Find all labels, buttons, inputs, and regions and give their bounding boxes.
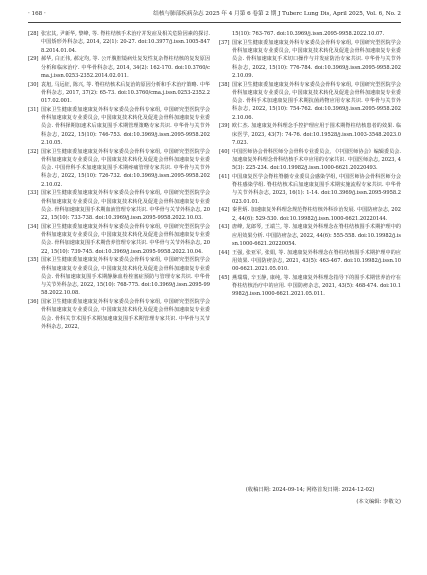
reference-entry bbox=[219, 122, 401, 147]
reference-number: [44] bbox=[219, 249, 230, 256]
header-rule bbox=[28, 22, 401, 23]
reference-number: [42] bbox=[219, 207, 230, 214]
reference-entry bbox=[219, 274, 401, 299]
reference-entry bbox=[28, 30, 210, 55]
reference-entry bbox=[219, 206, 401, 223]
reference-text: 中国医师协会骨科医师分会骨科专业委员会, 《中国医师协会》编辑委员会. 加速康复外科理念骨科结核手术中应用的专家共识. 中国医师杂志, 2023, 45(3): 225-234. doi:10.19982/j.issn.1000-6621.20220493. bbox=[232, 148, 401, 171]
reference-number: [29] bbox=[28, 56, 39, 63]
reference-text: 张宏其, 尹新华, 黎峰, 等. 脊柱结核手术治疗并发症及相关危险因素的探讨. 中国矫形外科杂志, 2014, 22(1): 20-27. doi:10.3977/j.issn.1005-8478.2014.01.04. bbox=[41, 31, 210, 54]
reference-text: 燕瑞瑞, 辛玉静, 康纯, 等. 加速康复外科理念指导下的围手术期营养治疗在脊柱结核治疗中的应用. 中国防痨杂志, 2021, 43(5): 468-474. doi:10.19982/j.issn.1000-6621.2021.05.011. bbox=[232, 274, 401, 298]
reference-number: [41] bbox=[219, 173, 230, 180]
reference-text: 唐峰, 龙郎琴, 王端兰, 等. 加速康复外科理念在脊柱结核围手术期护理中的应用效果分析. 中国防痨杂志, 2022, 44(6): 555-558. doi:10.19982/j.issn.1000-6621.20220054. bbox=[232, 224, 401, 247]
reference-number: [34] bbox=[28, 223, 39, 230]
reference-entry bbox=[219, 173, 401, 206]
reference-text: 中国康复医学会脊柱脊髓专业委员会感染学组, 中国医师协会骨科医师分会脊柱感染学组. 脊柱结核术后加速康复围手术期实施流程专家共识. 中华骨与关节外科杂志, 2023, 16(1): 1-14. doi:10.3969/j.issn.2095-9958.2023.01.01. bbox=[232, 173, 401, 205]
journal-citation: 结核与肺部疾病杂志 2025 年 4 月第 6 卷第 2 期 J Tuberc Lung Dis, April 2025, Vol. 6, No. 2 bbox=[153, 11, 401, 17]
reference-number: [45] bbox=[219, 274, 230, 281]
reference-entry bbox=[219, 39, 401, 80]
reference-number: [35] bbox=[28, 257, 39, 264]
reference-entry bbox=[219, 249, 401, 274]
reference-number: [33] bbox=[28, 190, 39, 197]
reference-entry bbox=[219, 30, 401, 38]
reference-number: [39] bbox=[219, 123, 230, 130]
reference-entry bbox=[28, 81, 210, 106]
reference-text: 15(10): 763-767. doi:10.3969/j.issn.2095-9958.2022.10.07. bbox=[232, 31, 385, 37]
reference-number: [43] bbox=[219, 224, 230, 231]
reference-number: [37] bbox=[219, 39, 230, 46]
reference-entry bbox=[28, 189, 210, 222]
page-number: · 168 · bbox=[28, 11, 46, 17]
reference-text: 国家卫生健康委加速康复外科专家委员会骨科专家组, 中国研究型医院学会骨科加速康复专业委员会, 中国康复技术转化及促进会骨科加速康复专业委员会. 骨科加速康复围手术期静脉血栓栓塞症预防与管理专家共识. 中华骨与关节外科杂志, 2022, 15(10): 768-775. doi:10.3969/j.issn.2095-9958.2022.10.08. bbox=[41, 257, 210, 297]
reference-number: [36] bbox=[28, 299, 39, 305]
reference-text: 袁旭, 马远征, 陈兴, 等. 脊柱结核术后复治的原因分析和手术治疗策略. 中华骨科杂志, 2017, 37(2): 65-73. doi:10.3760/cma.j.issn.0253-2352.2017.02.001. bbox=[41, 81, 211, 104]
reference-number: [38] bbox=[219, 81, 230, 88]
received-date: (收稿日期: 2024-09-14; 网络首发日期: 2024-12-02) bbox=[245, 487, 375, 493]
reference-text: 欧仁杰. 加速康复外科理念手控护理应用于围术期脊柱结核患者的效果. 临床医学, 2023, 43(7): 74-76. doi:10.19528/j.issn.1003-3548.2023.07.023. bbox=[232, 123, 401, 146]
reference-entry bbox=[28, 256, 210, 297]
reference-text: 郝华, 白正伟, 郝定均, 等. 公开腹腔镜病灶复发性复杂脊柱结核的复发原因分析和临床治疗. 中华骨科杂志, 2014, 34(2): 162-170. doi:10.3760/cma.j.issn.0253-2352.2014.02.011. bbox=[41, 56, 210, 79]
reference-entry bbox=[28, 55, 210, 80]
reference-text: 国家卫生健康委加速康复外科专家委员会骨科专家组, 中国研究型医院学会骨科加速康复专业委员会, 中国康复技术转化及促进会骨科加速康复专业委员会. 骨科加速康复围手术期血液管理专家共识. 中华骨与关节外科杂志, 2022, 15(10): 733-738. doi:10.3969/j.issn.2095-9958.2022.10.03. bbox=[41, 190, 211, 221]
reference-column-left bbox=[28, 30, 210, 332]
reference-text: 秦世炳. 加速康复外科理念规范脊柱结核外科诊治发展. 中国防痨杂志, 2022, 44(6): 529-530. doi:10.19982/j.issn.1000-6621.20220144. bbox=[232, 207, 401, 222]
reference-entry bbox=[28, 106, 210, 147]
editor-credit: (本文编辑: 李敬文) bbox=[356, 499, 401, 505]
reference-text: 国家卫生健康委加速康复外科专家委员会骨科专家组, 中国研究型医院学会骨科加速康复专业委员会, 中国康复技术转化及促进会骨科加速康复专业委员会. 中国骨科手术加速康复围手术期疼痛管理专家共识. 中华骨与关节外科杂志, 2022, 15(10): 726-732. doi:10.3969/j.issn.2095-9958.2022.10.02. bbox=[41, 148, 210, 188]
reference-number bbox=[219, 30, 232, 38]
reference-text: 国家卫生健康委加速康复外科专家委员会骨科专家组, 中国研究型医院学会骨科加速康复专业委员会, 中国康复技术转化及促进会骨科加速康复专业委员会. 骨科手术加速康复围手术期抗菌药物应用专家共识. 中华骨与关节外科杂志, 2022, 15(10): 754-762. doi:10.3969/j.issn.2095-9958.2022.10.06. bbox=[232, 81, 401, 121]
reference-text: 国家卫生健康委加速康复外科专家委员会骨科专家组, 中国研究型医院学会骨科加速康复专业委员会, 中国康复技术转化及促进会骨科加速康复专业委员会. 骨科关节术围手术期加速康复围手术期管理专家共识. 中华骨与关节外科杂志, 2022, bbox=[41, 299, 210, 330]
reference-number: [28] bbox=[28, 31, 39, 37]
reference-entry bbox=[28, 148, 210, 189]
reference-number: [31] bbox=[28, 106, 39, 113]
reference-text: 国家卫生健康委加速康复外科专家委员会骨科专家组, 中国研究型医院学会骨科加速康复专业委员会, 中国康复技术转化及促进会骨科加速康复专业委员会. 骨科加速康复手术切口操作与并发症防治专家共识. 中华骨与关节外科杂志, 2022, 15(10): 776-784. doi:10.3969/j.issn.2095-9958.2022.10.09. bbox=[232, 39, 401, 79]
reference-entry bbox=[219, 81, 401, 122]
reference-entry bbox=[28, 223, 210, 256]
reference-entry bbox=[219, 148, 401, 173]
reference-column-right bbox=[219, 30, 401, 299]
running-header bbox=[28, 9, 401, 20]
reference-text: 王强, 张亚军, 张娟, 等. 加速康复外科理念在脊柱结核围手术期护理中的应用效果. 中国防痨杂志, 2021, 43(5): 463-467. doi:10.19982/j.issn.1000-6621.2021.05.010. bbox=[232, 249, 401, 272]
reference-number: [32] bbox=[28, 148, 39, 155]
reference-entry bbox=[219, 223, 401, 248]
reference-text: 国家卫生健康委加速康复外科专家委员会骨科专家组, 中国研究型医院学会骨科加速康复专业委员会, 中国康复技术转化及促进会骨科加速康复专业委员会. 骨科择期加速术后康复围手术期管理策略专家共识. 中华骨与关节外科杂志, 2022, 15(10): 746-753. doi:10.3969/j.issn.2095-9958.2022.10.05. bbox=[41, 106, 210, 146]
reference-text: 国家卫生健康委加速康复外科专家委员会骨科专家组, 中国研究型医院学会骨科加速康复专业委员会, 中国康复技术转化及促进会骨科加速康复专业委员会. 骨科加速康复围手术期营养管理专家共识. 中华骨与关节外科杂志, 2022, 15(10): 739-745. doi:10.3969/j.issn.2095-9958.2022.10.04. bbox=[41, 223, 211, 255]
reference-number: [40] bbox=[219, 148, 230, 155]
reference-entry bbox=[28, 298, 210, 331]
reference-number: [30] bbox=[28, 81, 39, 88]
